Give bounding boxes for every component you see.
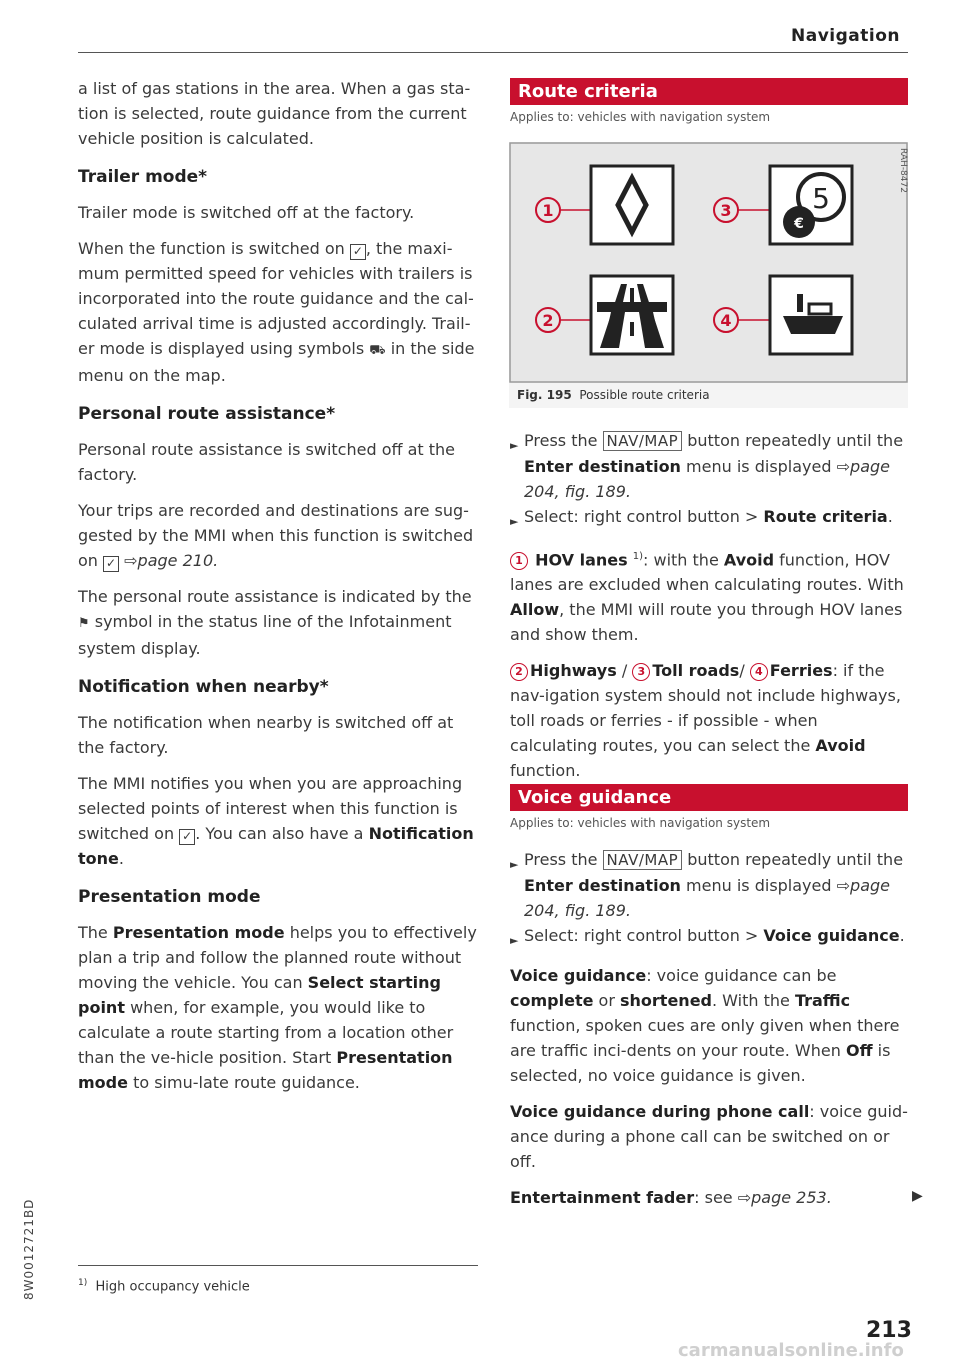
figure-caption: Fig. 195 Possible route criteria [517, 388, 710, 402]
voice-body [510, 847, 908, 1210]
voice-step-2: ► Select: right control button > Voice guidance. [524, 923, 908, 948]
route-criteria-figure [509, 142, 908, 408]
trailer-p1: Trailer mode is switched off at the factory. [78, 203, 415, 222]
figure-code: RAH-8472 [898, 148, 908, 193]
personal-p1: Personal route assistance is switched off at the factory. [78, 440, 456, 484]
callout-3-label: 3 [720, 201, 732, 220]
voice-guidance-title: Voice guidance [510, 784, 908, 811]
voice-guidance-paragraph: Voice guidance: voice guidance can be complete or shortened. With the Traffic function, spoken cues are only given when there are traffic inci-dents on your route. When Off is selected, no voice guidance is given. [510, 966, 900, 1085]
entertainment-paragraph: Entertainment fader: see ⇨page 253. [510, 1188, 832, 1207]
callout-2-ref: 2 [510, 663, 528, 681]
route-criteria-title: Route criteria [510, 78, 908, 105]
callout-4-label: 4 [720, 311, 732, 330]
trailer-heading: Trailer mode* [78, 167, 208, 187]
personal-p2: Your trips are recorded and destinations are sug-gested by the MMI when this function is switched on ✓ ⇨page 210. [78, 501, 474, 570]
hov-paragraph: 1 HOV lanes $^{1)}$: with the Avoid function, HOV lanes are excluded when calculating routes. With Allow, the MMI will route you through HOV lanes and show them. [510, 550, 904, 645]
nav-map-key: NAV/MAP [603, 850, 683, 870]
page-ref-link[interactable]: ⇨page 210. [124, 551, 219, 570]
page-number: 213 [866, 1318, 912, 1343]
route-assist-icon: ⚑ [78, 616, 90, 631]
highways-paragraph: 2 Highways / 3 Toll roads/ 4 Ferries: if the nav-igation system should not include highways, toll roads or ferries - if possible - when calculating routes, you can select the Avoid function. [510, 661, 901, 781]
left-column [78, 76, 478, 1095]
callout-1-label: 1 [542, 201, 554, 220]
route-applies: Applies to: vehicles with navigation system [510, 110, 771, 124]
notification-p2: The MMI notifies you when you are approaching selected points of interest when this function is switched on ✓ . You can also have a Notification tone. [78, 774, 474, 868]
personal-p3: The personal route assistance is indicated by the ⚑ symbol in the status line of the Infotainment system display. [78, 587, 472, 658]
callout-4-ref: 4 [750, 663, 768, 681]
header-rule [78, 52, 908, 53]
voice-step-1: ► Press the NAV/MAP button repeatedly until the Enter destination menu is displayed ⇨page 204, fig. 189. [524, 847, 908, 923]
route-step-1: ► Press the NAV/MAP button repeatedly until the Enter destination menu is displayed ⇨page 204, fig. 189. [524, 428, 908, 504]
route-step-2: ► Select: right control button > Route criteria. [524, 504, 908, 529]
watermark: carmanualsonline.info [678, 1340, 904, 1361]
presentation-paragraph: The Presentation mode helps you to effectively plan a trip and follow the planned route without moving the vehicle. You can Select starting point when, for example, you would like to calculate a route starting from a location other than the ve-hicle position. Start Presentation mode to simu-late route guidance. [78, 923, 477, 1092]
speed-value: 5 [812, 182, 830, 215]
checkbox-checked-icon: ✓ [350, 244, 366, 260]
trailer-icon: ⛟ [369, 343, 386, 358]
side-code: 8W0012721BD [22, 1198, 36, 1300]
page-ref-link[interactable]: ⇨page 204, fig. 189. [524, 457, 890, 501]
checkbox-checked-icon: ✓ [179, 829, 195, 845]
page-ref-link[interactable]: ⇨page 253. [737, 1188, 832, 1207]
page-ref-link[interactable]: ⇨page 204, fig. 189. [524, 876, 890, 920]
continue-arrow-icon: ▶ [912, 1188, 923, 1204]
running-header: Navigation [791, 26, 900, 46]
callout-3-ref: 3 [632, 663, 650, 681]
coin-label: € [794, 216, 804, 232]
footnote-rule [78, 1265, 478, 1266]
footnote: $^{1)}$ High occupancy vehicle [78, 1278, 250, 1295]
notification-p1: The notification when nearby is switched off at the factory. [78, 713, 454, 757]
callout-1-ref: 1 [510, 552, 528, 570]
notification-heading: Notification when nearby* [78, 677, 329, 697]
callout-2-label: 2 [542, 311, 554, 330]
route-criteria-body [510, 428, 908, 783]
presentation-heading: Presentation mode [78, 887, 261, 907]
gas-paragraph: a list of gas stations in the area. When a gas sta-tion is selected, route guidance from the current vehicle position is calculated. [78, 79, 471, 148]
personal-heading: Personal route assistance* [78, 404, 336, 424]
voice-applies: Applies to: vehicles with navigation system [510, 816, 771, 830]
phone-call-paragraph: Voice guidance during phone call: voice guid-ance during a phone call can be switched on or off. [510, 1102, 908, 1171]
checkbox-checked-icon: ✓ [103, 556, 119, 572]
nav-map-key: NAV/MAP [603, 431, 683, 451]
trailer-p2: When the function is switched on ✓ , the maxi-mum permitted speed for vehicles with trailers is incorporated into the route guidance and the cal-culated arrival time is adjusted accordingly. Trail-er mode is displayed using symbols ⛟ in the side menu on the map. [78, 239, 475, 385]
figure-panel [509, 142, 908, 408]
